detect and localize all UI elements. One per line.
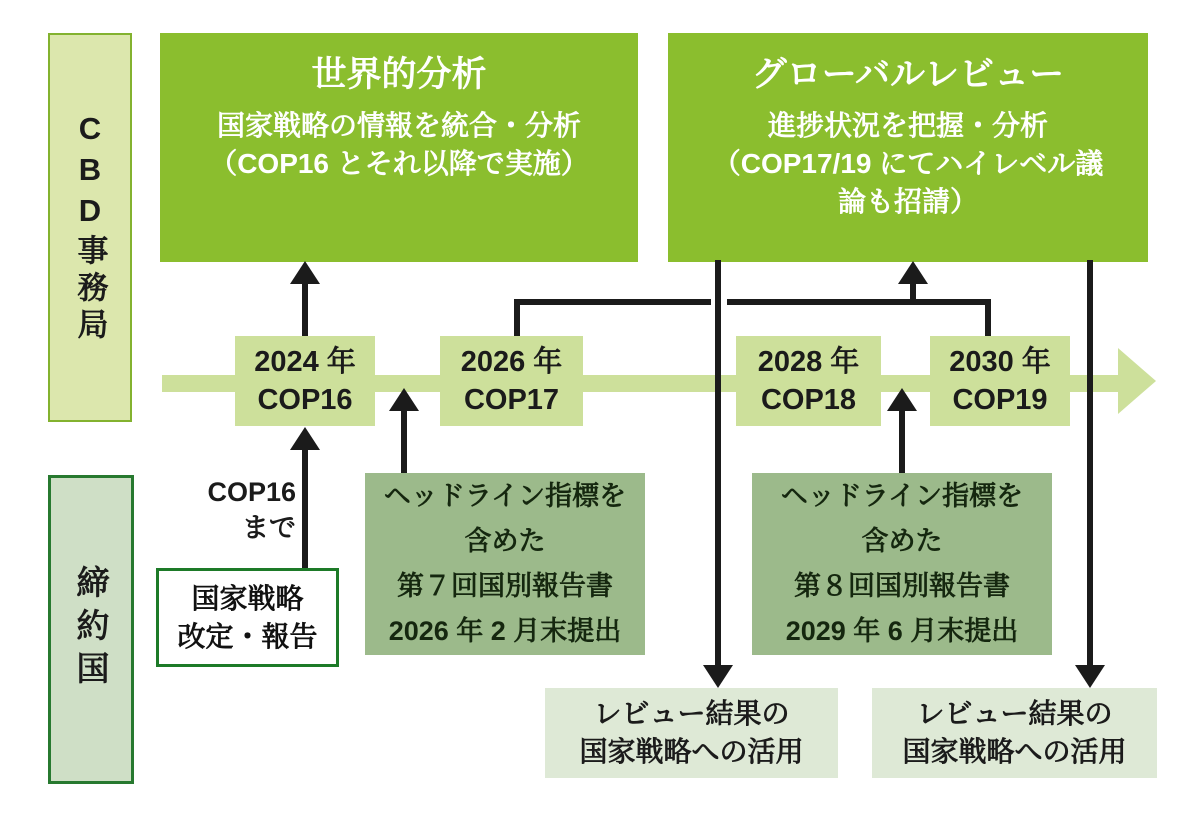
arrow-review-to-result1-stem (715, 260, 721, 666)
strategy-line-2: 改定・報告 (177, 620, 318, 652)
global-analysis-box (160, 33, 638, 262)
connector-cop19-stub (985, 299, 991, 336)
report7-box (365, 473, 645, 655)
cop17-label: COP17 (463, 384, 560, 416)
result1-line-1: レビュー結果の (593, 698, 790, 729)
report7-line-3: 第７回国別報告書 (397, 571, 613, 601)
timeline-arrowhead-icon (1118, 348, 1156, 414)
report8-box (752, 473, 1052, 655)
global-review-line-3: 論も招請） (837, 186, 978, 217)
cop18-year: 2028 年 (757, 346, 860, 378)
result2-line-2: 国家戦略への活用 (902, 736, 1127, 767)
arrow-to-review-stem (910, 284, 916, 305)
cop16-year: 2024 年 (254, 346, 356, 378)
report7-line-2: 含めた (464, 526, 546, 556)
cop16-label: COP16 (257, 384, 353, 416)
global-analysis-title: 世界的分析 (311, 55, 487, 94)
global-review-box (668, 33, 1148, 262)
arrow-report8-to-timeline-head-icon (887, 388, 917, 411)
cop16-deadline-label (168, 474, 296, 546)
timeline-cop18-box (736, 336, 881, 426)
connector-horizontal-left (514, 299, 711, 305)
result2-line-1: レビュー結果の (916, 698, 1113, 729)
report8-line-3: 第８回国別報告書 (794, 571, 1010, 601)
arrow-report8-to-timeline-stem (899, 410, 905, 473)
result1-line-2: 国家戦略への活用 (579, 736, 804, 767)
arrow-strategy-to-cop16-stem (302, 449, 308, 568)
arrow-report7-to-timeline-stem (401, 410, 407, 473)
arrow-strategy-to-cop16-head-icon (290, 427, 320, 450)
review-result-box-1 (545, 688, 838, 778)
global-review-line-2: （COP17/19 にてハイレベル議 (712, 148, 1104, 179)
arrow-cop16-to-analysis-head-icon (290, 261, 320, 284)
lane-label-contracting-parties: 締約国 (48, 475, 134, 784)
global-analysis-line-1: 国家戦略の情報を統合・分析 (216, 110, 581, 141)
cop19-label: COP19 (952, 384, 1048, 416)
report8-line-4: 2029 年 6 月末提出 (785, 616, 1019, 646)
global-review-line-1: 進捗状況を把握・分析 (767, 110, 1048, 141)
cop19-year: 2030 年 (949, 346, 1051, 378)
report8-line-1: ヘッドライン指標を (780, 481, 1024, 511)
cop16-deadline-line-1: COP16 (207, 477, 296, 507)
arrow-cop16-to-analysis-stem (302, 284, 308, 336)
global-review-title: グローバルレビュー (751, 55, 1065, 94)
cop17-year: 2026 年 (460, 346, 563, 378)
report7-line-4: 2026 年 2 月末提出 (388, 616, 622, 646)
lane-label-cbd-secretariat: CBD事務局 (48, 33, 132, 422)
connector-horizontal-right (727, 299, 991, 305)
arrow-to-review-head-icon (898, 261, 928, 284)
global-analysis-line-2: （COP16 とそれ以降で実施） (209, 148, 589, 179)
timeline-cop16-box (235, 336, 375, 426)
timeline-cop19-box (930, 336, 1070, 426)
arrow-review-to-result2-head-icon (1075, 665, 1105, 688)
review-result-box-2 (872, 688, 1157, 778)
timeline-cop17-box (440, 336, 583, 426)
strategy-line-1: 国家戦略 (191, 582, 304, 614)
report7-line-1: ヘッドライン指標を (383, 481, 627, 511)
arrow-review-to-result1-head-icon (703, 665, 733, 688)
cop16-deadline-line-2: まで (242, 513, 296, 543)
cop18-label: COP18 (760, 384, 857, 416)
report8-line-2: 含めた (861, 526, 943, 556)
arrow-report7-to-timeline-head-icon (389, 388, 419, 411)
arrow-review-to-result2-stem (1087, 260, 1093, 666)
national-strategy-revision-box (156, 568, 339, 667)
